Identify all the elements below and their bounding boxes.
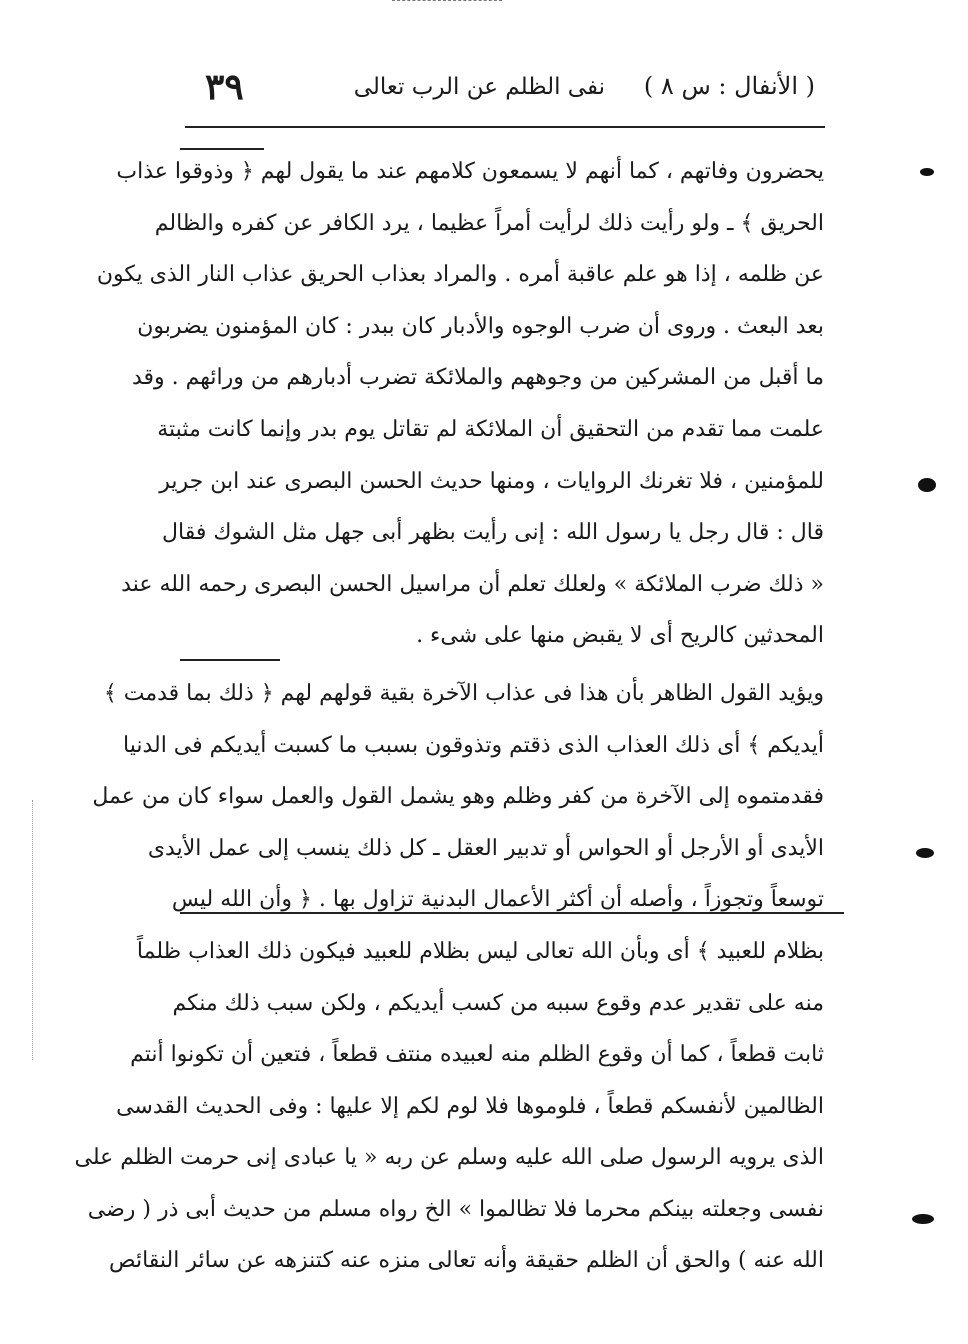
text-line: عن ظلمه ، إذا هو علم عاقبة أمره . والمراد بعذاب الحريق عذاب النار الذى يكون [96, 262, 824, 288]
running-title: نفى الظلم عن الرب تعالى [353, 74, 605, 100]
scan-edge-shadow [32, 800, 33, 1060]
scan-edge-mark [392, 0, 502, 2]
text-line: علمت مما تقدم من التحقيق أن الملائكة لم تقاتل يوم بدر وإنما كانت مثبتة [157, 416, 824, 442]
text-line: الأيدى أو الأرجل أو الحواس أو تدبير العقل ـ كل ذلك ينسب إلى عمل الأيدى [147, 835, 824, 861]
text-line: فقدمتموه إلى الآخرة من كفر وظلم وهو يشمل القول والعمل سواء كان من عمل [92, 784, 824, 810]
text-line: الله عنه ) والحق أن الظلم حقيقة وأنه تعالى منزه عنه كتنزهه عن سائر النقائص [109, 1248, 824, 1274]
text-line: نفسى وجعلته بينكم محرما فلا تظالموا » الخ رواه مسلم من حديث أبى ذر ( رضى [87, 1196, 824, 1222]
text-line: يحضرون وفاتهم ، كما أنهم لا يسمعون كلامهم عند ما يقول لهم ﴿ وذوقوا عذاب [116, 159, 824, 184]
text-line: أيديكم ﴾ أى ذلك العذاب الذى ذقتم وتذوقون بسبب ما كسبت أيديكم فى الدنيا [122, 732, 824, 758]
text-line: بظلام للعبيد ﴾ أى وبأن الله تعالى ليس بظلام للعبيد فيكون ذلك العذاب ظلماً [136, 938, 824, 964]
text-line: منه على تقدير عدم وقوع سببه من كسب أيديكم ، ولكن سبب ذلك منكم [172, 990, 824, 1016]
verse-overline [180, 659, 280, 661]
text-line: قال : قال رجل يا رسول الله : إنى رأيت بظهر أبى جهل مثل الشوك فقال [162, 520, 824, 546]
text-line: المحدثين كالريح أى لا يقبض منها على شىء . [416, 623, 824, 649]
text-line: ثابت قطعاً ، كما أن وقوع الظلم منه لعبيده منتف قطعاً ، فتعين أن تكونوا أنتم [130, 1042, 824, 1068]
page-header [185, 66, 825, 116]
binding-hole-mark [916, 848, 934, 858]
verse-overline [180, 148, 264, 150]
binding-hole-mark [920, 168, 934, 176]
text-line: للمؤمنين ، فلا تغرنك الروايات ، ومنها حديث الحسن البصرى عند ابن جرير [159, 468, 824, 494]
binding-hole-mark [918, 478, 936, 492]
binding-hole-mark [912, 1214, 934, 1224]
header-rule [185, 126, 825, 128]
text-line: الظالمين لأنفسكم قطعاً ، فلوموها فلا لوم لكم إلا عليها : وفى الحديث القدسى [116, 1093, 824, 1119]
body-text [74, 146, 824, 1287]
page-number: ٣٩ [205, 66, 244, 108]
verse-overline [180, 912, 844, 914]
chapter-reference: ( الأنفال : س ٨ ) [643, 72, 815, 100]
text-line: ويؤيد القول الظاهر بأن هذا فى عذاب الآخرة بقية قولهم لهم ﴿ ذلك بما قدمت ﴾ [103, 680, 824, 706]
text-line: ما أقبل من المشركين من وجوههم والملائكة تضرب أدبارهم من ورائهم . وقد [131, 365, 824, 391]
text-line: بعد البعث . وروى أن ضرب الوجوه والأدبار كان ببدر : كان المؤمنون يضربون [137, 313, 824, 339]
text-line: الحريق ﴾ ـ ولو رأيت ذلك لرأيت أمراً عظيما ، يرد الكافر عن كفره والظالم [154, 210, 824, 236]
text-line: توسعاً وتجوزاً ، وأصله أن أكثر الأعمال البدنية تزاول بها . ﴿ وأن الله ليس [171, 887, 824, 913]
text-line: « ذلك ضرب الملائكة » ولعلك تعلم أن مراسيل الحسن البصرى رحمه الله عند [121, 571, 824, 597]
text-line: الذى يرويه الرسول صلى الله عليه وسلم عن ربه « يا عبادى إنى حرمت الظلم على [74, 1145, 824, 1171]
